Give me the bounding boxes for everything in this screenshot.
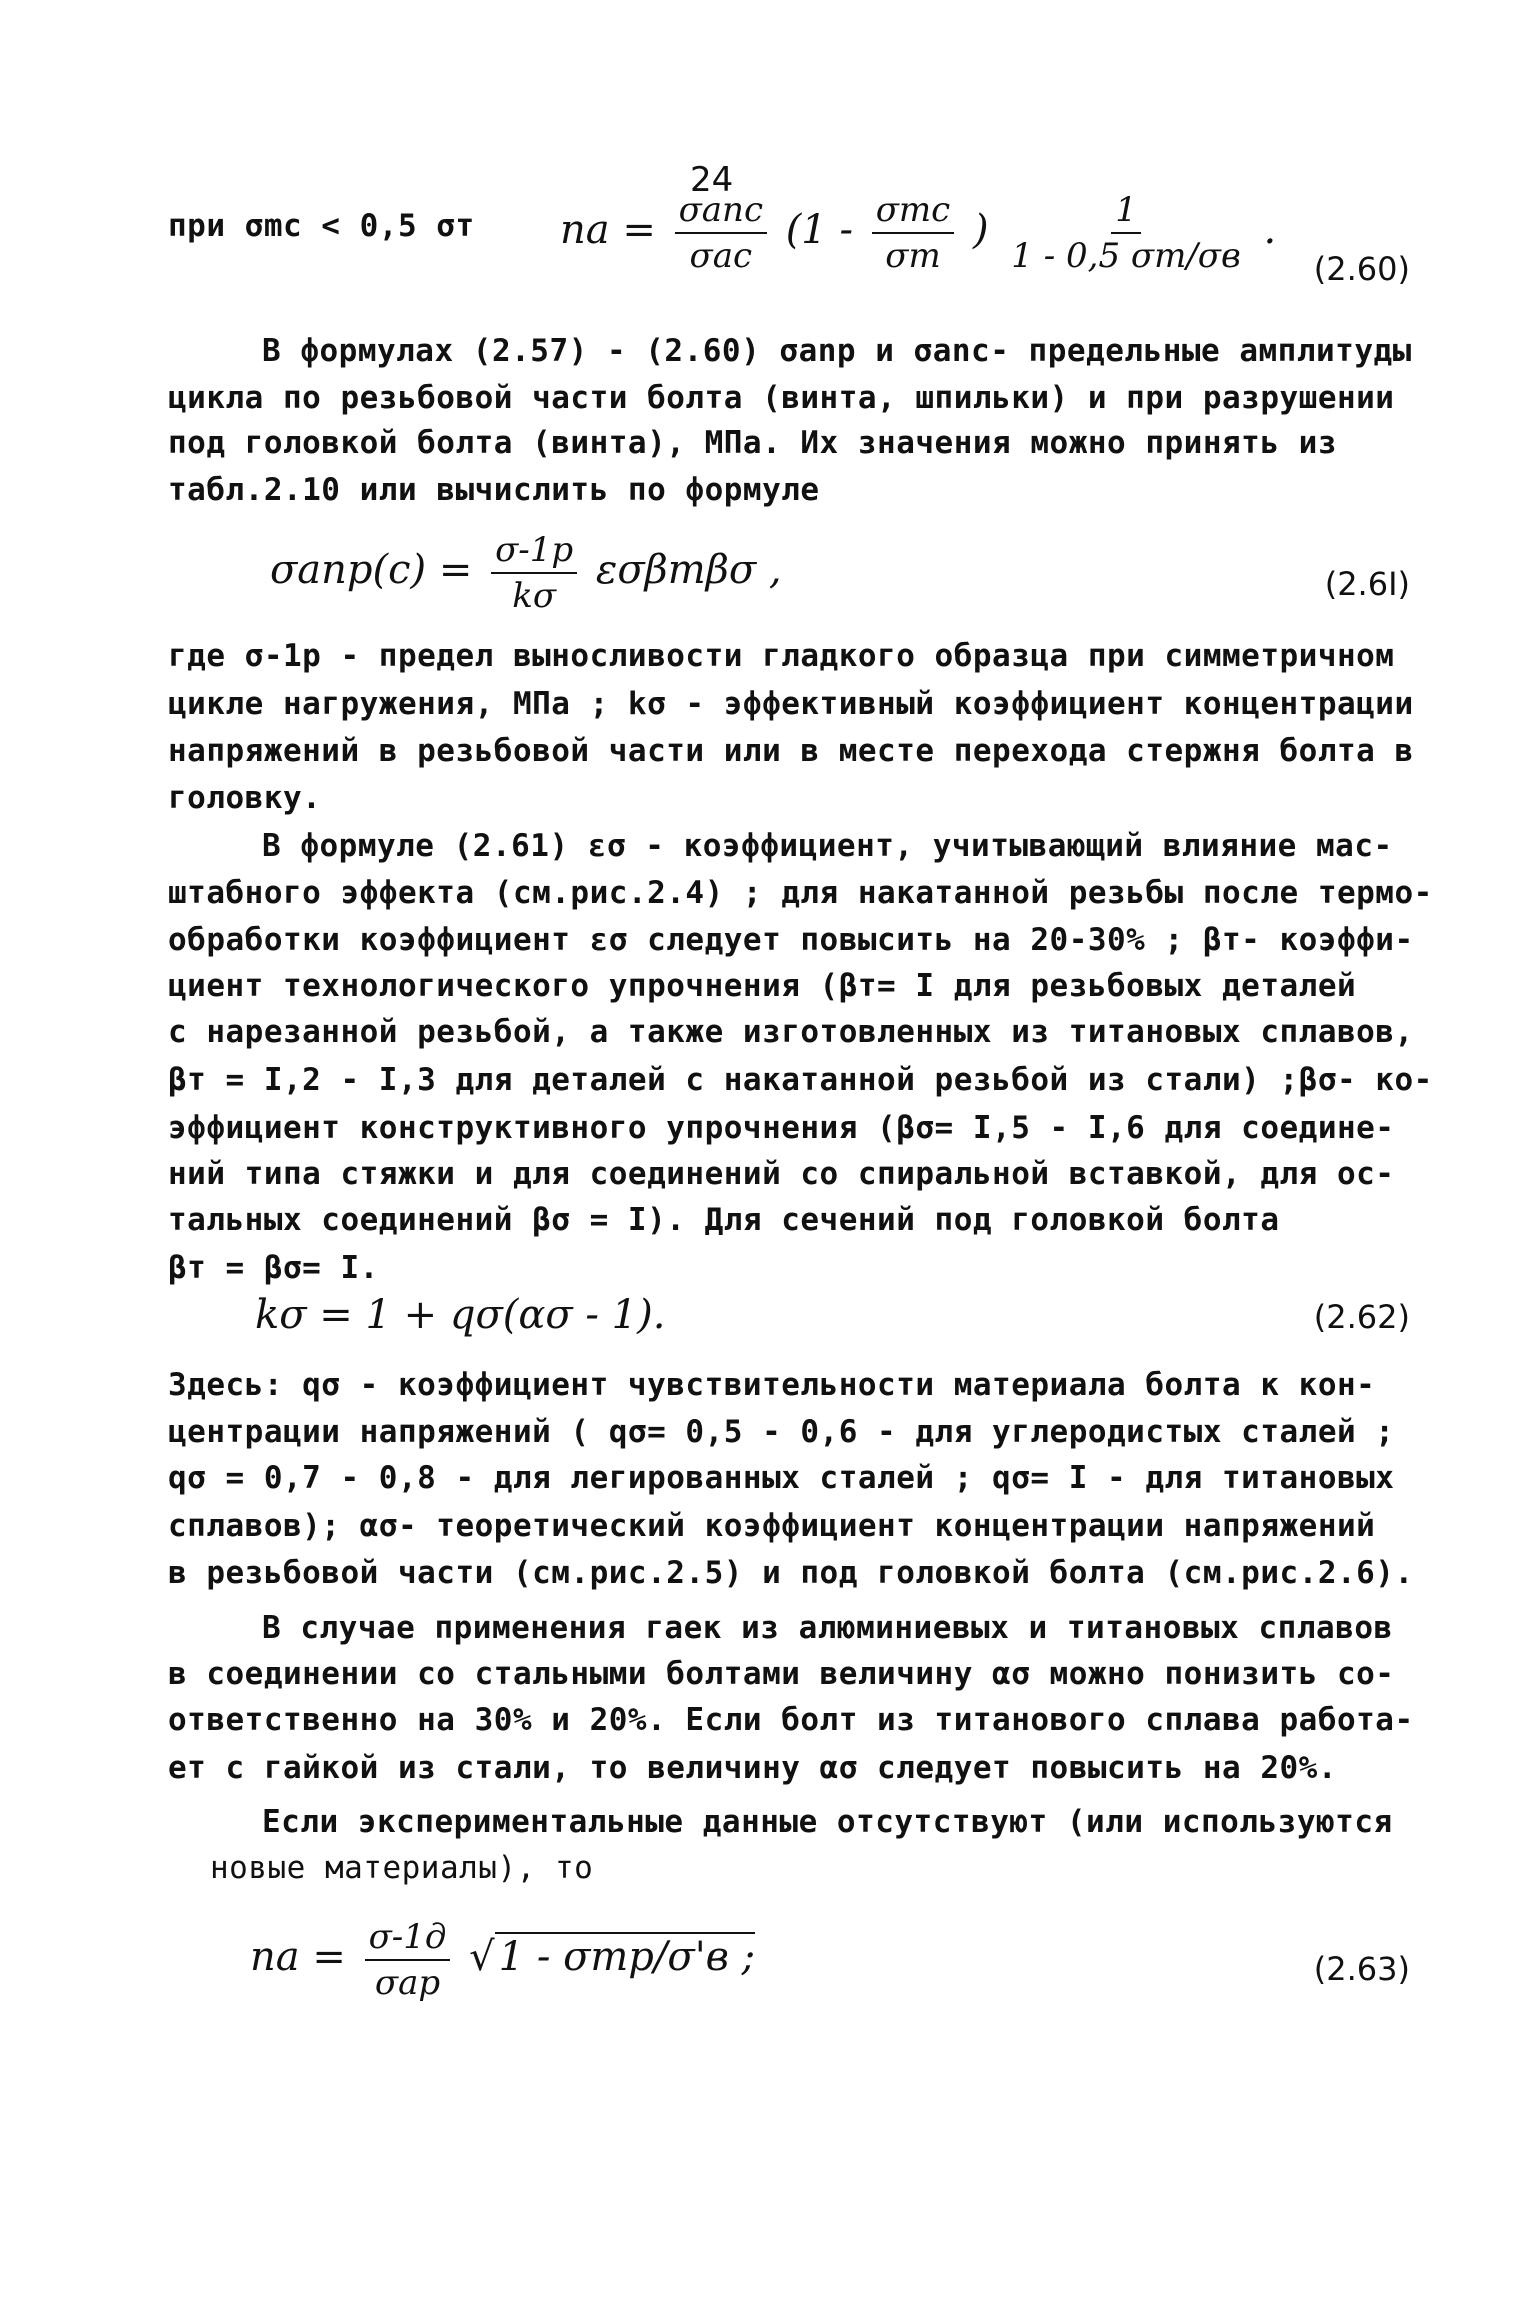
- text-line: цикла по резьбовой части болта (винта, шпильки) и при разрушении: [168, 380, 1395, 416]
- eq-2-60-tag: (2.60): [1313, 250, 1410, 288]
- eq-2-60-b-num: σmc: [872, 188, 955, 234]
- text-line: цикле нагружения, МПа ; kσ - эффективный коэффициент концентрации: [168, 686, 1414, 722]
- text-line: под головкой болта (винта), МПа. Их значения можно принять из: [168, 425, 1337, 461]
- text-line: эффициент конструктивного упрочнения (βσ= I,5 - I,6 для соедине-: [168, 1110, 1395, 1146]
- text-line: напряжений в резьбовой части или в месте перехода стержня болта в: [168, 733, 1414, 769]
- text-line: центрации напряжений ( qσ= 0,5 - 0,6 - для углеродистых сталей ;: [168, 1414, 1395, 1450]
- eq-2-63-root: 1 - σmp/σ'в ;: [495, 1932, 755, 1980]
- equation-2-60: na = $\frac{\text{σanc}}{\text{σac}}$ (1 - $\frac{\text{σmc}}{\sigma т}$ ) $\frac{1}{1 - 0,5 \sigma т/\sigma в}$ .: [560, 190, 1277, 276]
- text-line: βт = I,2 - I,3 для деталей с накатанной резьбой из стали) ;βσ- ко-: [168, 1062, 1433, 1098]
- eq-2-60-a-den: σac: [689, 236, 753, 276]
- text-line: головку.: [168, 780, 322, 816]
- text-line: ний типа стяжки и для соединений со спиральной вставкой, для ос-: [168, 1156, 1395, 1192]
- eq-2-61-num: σ-1p: [491, 528, 577, 574]
- text-line: с нарезанной резьбой, а также изготовленных из титановых сплавов,: [168, 1014, 1414, 1050]
- text-line: в соединении со стальными болтами величину ασ можно понизить со-: [168, 1656, 1395, 1692]
- text-line: циент технологического упрочнения (βт= I для резьбовых деталей: [168, 968, 1357, 1004]
- eq-2-60-frac-c: [1007, 188, 1245, 278]
- eq-2-63-frac: [365, 1915, 451, 2005]
- equation-2-62: kσ = 1 + qσ(ασ - 1).: [255, 1292, 666, 1338]
- eq-2-60-paren: (1 -: [785, 207, 853, 253]
- eq-2-60-c-den: 1 - 0,5 σт/σв: [1011, 236, 1241, 276]
- eq-2-61-rest: εσβтβσ ,: [595, 547, 782, 593]
- text-line: новые материалы), то: [210, 1850, 594, 1886]
- eq-2-60-c-num: 1: [1111, 188, 1141, 234]
- eq-2-60-frac-a: [675, 188, 767, 278]
- text-line: тальных соединений βσ = I). Для сечений под головкой болта: [168, 1202, 1280, 1238]
- text-line: сплавов); ασ- теоретический коэффициент концентрации напряжений: [168, 1508, 1376, 1544]
- eq-2-63-tag: (2.63): [1313, 1950, 1410, 1988]
- eq-2-62-tag: (2.62): [1313, 1298, 1410, 1336]
- eq-2-63-den: σap: [374, 1963, 441, 2003]
- text-line: где σ-1p - предел выносливости гладкого образца при симметричном: [168, 638, 1395, 674]
- equation-2-63: na = $\frac{\sigma-1д}{\text{σap}}$ √ 1 - σmp/σ'в ;: [250, 1917, 756, 2003]
- eq-2-61-den: kσ: [512, 576, 557, 616]
- text-line: В формулах (2.57) - (2.60) σanp и σanc- предельные амплитуды: [262, 333, 1412, 369]
- eq-2-60-lhs: na =: [560, 207, 656, 253]
- text-line: ет с гайкой из стали, то величину ασ следует повысить на 20%.: [168, 1750, 1337, 1786]
- equation-2-61: [270, 528, 782, 618]
- condition-text: при σmc < 0,5 σт: [168, 208, 475, 244]
- eq-2-60-a-num: σanc: [675, 188, 767, 234]
- text-line: βт = βσ= I.: [168, 1250, 379, 1286]
- text-line: табл.2.10 или вычислить по формуле: [168, 472, 820, 508]
- eq-2-61-tag: (2.6I): [1324, 565, 1410, 603]
- text-line: В случае применения гаек из алюминиевых и титановых сплавов: [262, 1610, 1393, 1646]
- text-line: В формуле (2.61) εσ - коэффициент, учитывающий влияние мас-: [262, 828, 1393, 864]
- text-line: Если экспериментальные данные отсутствуют (или используются: [262, 1804, 1393, 1840]
- eq-2-61-lhs: σanp(c) =: [270, 547, 473, 593]
- text-line: в резьбовой части (см.рис.2.5) и под головкой болта (см.рис.2.6).: [168, 1555, 1414, 1591]
- text-line: обработки коэффициент εσ следует повысить на 20-30% ; βт- коэффи-: [168, 922, 1414, 958]
- eq-2-63-num: σ-1д: [365, 1915, 451, 1961]
- text-line: Здесь: qσ - коэффициент чувствительности материала болта к кон-: [168, 1367, 1376, 1403]
- page-number: 24: [690, 160, 734, 200]
- eq-2-61-frac: [491, 528, 577, 618]
- eq-2-60-frac-b: [872, 188, 955, 278]
- eq-2-63-lhs: na =: [250, 1934, 346, 1980]
- text-line: qσ = 0,7 - 0,8 - для легированных сталей ; qσ= I - для титановых: [168, 1460, 1395, 1496]
- eq-2-60-b-den: σт: [885, 236, 941, 276]
- text-line: штабного эффекта (см.рис.2.4) ; для накатанной резьбы после термо-: [168, 875, 1433, 911]
- text-line: ответственно на 30% и 20%. Если болт из титанового сплава работа-: [168, 1702, 1414, 1738]
